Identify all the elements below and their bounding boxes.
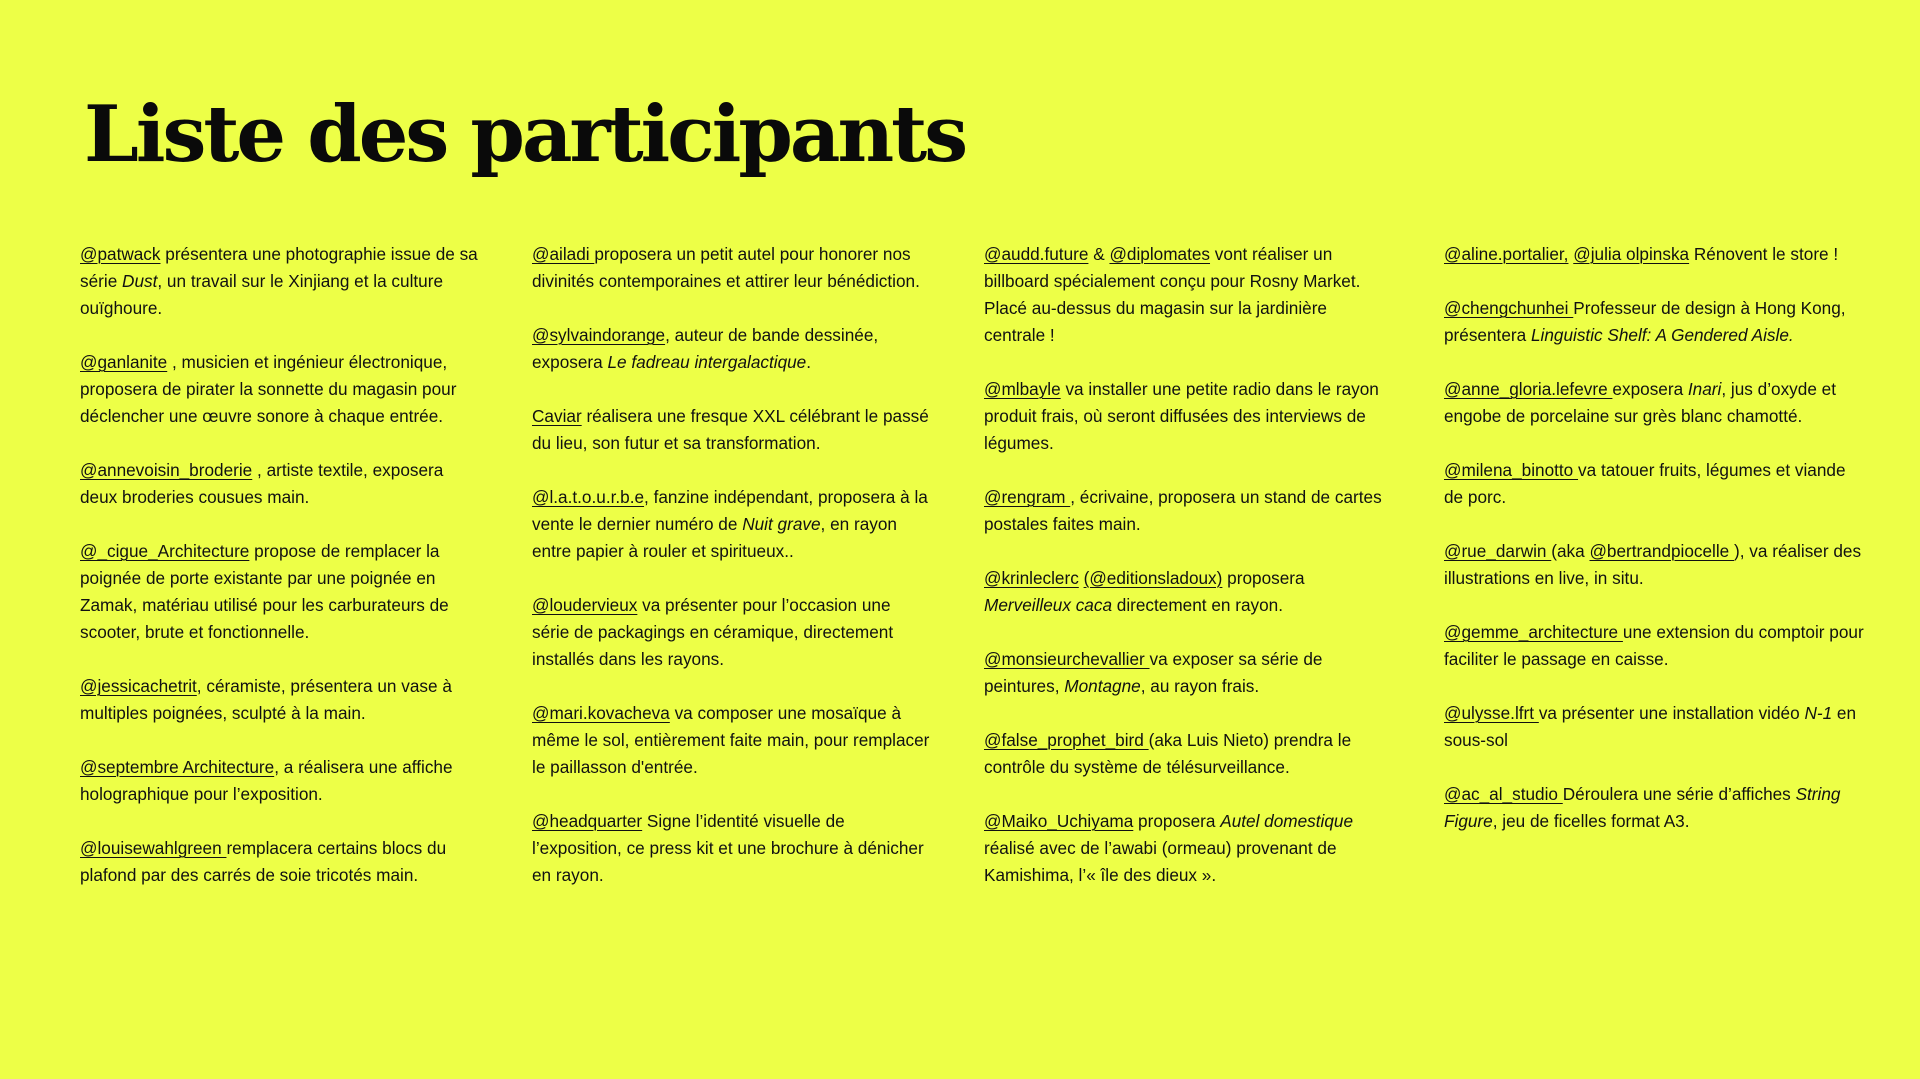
- participant-description: Merveilleux caca: [984, 595, 1112, 615]
- participant-entry: [984, 646, 1384, 700]
- participant-description: va présenter une installation vidéo: [1538, 703, 1805, 723]
- participant-entry: [532, 592, 932, 673]
- participant-handle: @audd.future: [984, 244, 1089, 264]
- participant-description: Déroulera une série d’affiches: [1562, 784, 1796, 804]
- participant-description: propose de remplacer la poignée de porte existante par une poignée en Zamak, matériau utilisé pour les carburateurs de scooter, brute et fonctionnelle.: [80, 541, 449, 642]
- participant-description: Signe l’identité visuelle de l’exposition, ce press kit et une brochure à dénicher en rayon.: [532, 811, 924, 885]
- participant-description: , un travail sur le Xinjiang et la culture ouïghoure.: [80, 271, 444, 318]
- participant-description: Dust: [122, 271, 158, 291]
- participant-handle: @headquarter: [532, 811, 643, 831]
- participant-entry: [1444, 241, 1864, 268]
- participant-handle: (@editionsladoux): [1083, 568, 1223, 588]
- participant-handle: @rue_darwin: [1444, 541, 1552, 561]
- participant-entry: [1444, 376, 1864, 430]
- participant-description: (aka Luis Nieto) prendra le contrôle du système de télésurveillance.: [984, 730, 1352, 777]
- participant-description: , écrivaine, proposera un stand de cartes postales faites main.: [984, 487, 1382, 534]
- participant-description: , fanzine indépendant, proposera à la vente le dernier numéro de: [532, 487, 928, 534]
- participant-description: proposera: [1222, 568, 1305, 588]
- participant-handle: @monsieurchevallier: [984, 649, 1150, 669]
- participant-handle: @bertrandpiocelle: [1589, 541, 1735, 561]
- participant-description: Rénovent le store !: [1689, 244, 1839, 264]
- participant-description: une extension du comptoir pour faciliter le passage en caisse.: [1444, 622, 1864, 669]
- participant-handle: @Maiko_Uchiyama: [984, 811, 1134, 831]
- participant-description: va exposer sa série de peintures,: [984, 649, 1323, 696]
- participant-description: proposera un petit autel pour honorer nos divinités contemporaines et attirer leur bénédiction.: [532, 244, 920, 291]
- participant-entry: [1444, 700, 1864, 754]
- participant-entry: [532, 241, 932, 295]
- participant-description: remplacera certains blocs du plafond par des carrés de soie tricotés main.: [80, 838, 447, 885]
- participant-entry: [80, 241, 480, 322]
- participant-description: réalisera une fresque XXL célébrant le passé du lieu, son futur et sa transformation.: [532, 406, 929, 453]
- participant-handle: @false_prophet_bird: [984, 730, 1149, 750]
- participant-description: va installer une petite radio dans le rayon produit frais, où seront diffusées des interviews de légumes.: [984, 379, 1379, 453]
- participant-handle: @krinleclerc: [984, 568, 1079, 588]
- page-title: Liste des participants: [84, 89, 966, 180]
- participant-handle: @mlbayle: [984, 379, 1061, 399]
- participant-handle: @_cigue_Architecture: [80, 541, 250, 561]
- participant-entry: [80, 457, 480, 511]
- participant-description: réalisé avec de l’awabi (ormeau) provenant de Kamishima, l’« île des dieux ».: [984, 838, 1337, 885]
- participant-handle: @ganlanite: [80, 352, 168, 372]
- participant-handle: @mari.kovacheva: [532, 703, 670, 723]
- participant-entry: [1444, 781, 1864, 835]
- participant-description: va présenter pour l’occasion une série de packagings en céramique, directement installés dans les rayons.: [532, 595, 894, 669]
- participant-handle: @ac_al_studio: [1444, 784, 1563, 804]
- participant-handle: @jessicachetrit: [80, 676, 197, 696]
- participant-entry: [532, 484, 932, 565]
- participant-handle: @loudervieux: [532, 595, 638, 615]
- participant-handle: @annevoisin_broderie: [80, 460, 253, 480]
- participant-entry: [984, 241, 1384, 349]
- participant-description: Montagne: [1064, 676, 1141, 696]
- participant-handle: Caviar: [532, 406, 582, 426]
- participant-handle: @sylvaindorange: [532, 325, 666, 345]
- participant-entry: [1444, 538, 1864, 592]
- participant-description: N-1: [1804, 703, 1833, 723]
- participants-column-2: [532, 241, 932, 916]
- participant-description: Professeur de design à Hong Kong, présentera: [1444, 298, 1846, 345]
- participant-entry: [80, 754, 480, 808]
- participant-entry: [80, 538, 480, 646]
- participant-handle: @ulysse.lfrt: [1444, 703, 1539, 723]
- participant-description: , jeu de ficelles format A3.: [1492, 811, 1690, 831]
- participant-description: , en rayon entre papier à rouler et spiritueux..: [532, 514, 897, 561]
- participants-column-1: [80, 241, 480, 916]
- participant-handle: @l.a.t.o.u.r.b.e: [532, 487, 645, 507]
- participant-description: , musicien et ingénieur électronique, proposera de pirater la sonnette du magasin pour déclencher une œuvre sonore à chaque entrée.: [80, 352, 457, 426]
- participant-description: (aka: [1551, 541, 1590, 561]
- participant-description: , au rayon frais.: [1140, 676, 1260, 696]
- participant-handle: @septembre Architecture: [80, 757, 275, 777]
- participant-entry: [984, 376, 1384, 457]
- participant-description: .: [806, 352, 812, 372]
- participant-handle: @ailadi: [532, 244, 595, 264]
- participant-handle: @julia olpinska: [1573, 244, 1690, 264]
- participant-entry: [984, 565, 1384, 619]
- participant-description: présentera une photographie issue de sa série: [80, 244, 478, 291]
- participant-entry: [1444, 619, 1864, 673]
- participant-handle: @anne_gloria.lefevre: [1444, 379, 1613, 399]
- participant-description: , artiste textile, exposera deux broderies cousues main.: [80, 460, 444, 507]
- participant-entry: [532, 322, 932, 376]
- participant-description: proposera: [1133, 811, 1221, 831]
- participant-description: Nuit grave: [742, 514, 821, 534]
- participant-entry: [80, 673, 480, 727]
- participant-description: &: [1088, 244, 1110, 264]
- participant-description: , auteur de bande dessinée, exposera: [532, 325, 879, 372]
- participant-handle: @patwack: [80, 244, 161, 264]
- participant-entry: [532, 700, 932, 781]
- participant-handle: @chengchunhei: [1444, 298, 1574, 318]
- participant-entry: [1444, 457, 1864, 511]
- participant-entry: [80, 835, 480, 889]
- participant-handle: @rengram: [984, 487, 1071, 507]
- participant-description: ), va réaliser des illustrations en live, in situ.: [1444, 541, 1862, 588]
- participant-description: Linguistic Shelf: A Gendered Aisle.: [1530, 325, 1794, 345]
- participant-entry: [1444, 295, 1864, 349]
- participant-handle: @gemme_architecture: [1444, 622, 1623, 642]
- participant-description: exposera: [1612, 379, 1688, 399]
- participant-handle: @aline.portalier,: [1444, 244, 1569, 264]
- participant-entry: [984, 808, 1384, 889]
- participants-column-4: [1444, 241, 1864, 862]
- participant-handle: @diplomates: [1109, 244, 1211, 264]
- participant-description: va composer une mosaïque à même le sol, entièrement faite main, pour remplacer le paillasson d'entrée.: [532, 703, 930, 777]
- participant-entry: [532, 403, 932, 457]
- participant-description: String Figure: [1444, 784, 1841, 831]
- participant-description: , a réalisera une affiche holographique pour l’exposition.: [80, 757, 453, 804]
- participant-description: Le fadreau intergalactique: [607, 352, 807, 372]
- participant-description: , jus d’oxyde et engobe de porcelaine sur grès blanc chamotté.: [1444, 379, 1836, 426]
- participant-description: Inari: [1687, 379, 1722, 399]
- participant-handle: @louisewahlgreen: [80, 838, 227, 858]
- participant-entry: [984, 727, 1384, 781]
- participant-description: vont réaliser un billboard spécialement conçu pour Rosny Market. Placé au-dessus du magasin sur la jardinière centrale !: [984, 244, 1361, 345]
- participant-entry: [80, 349, 480, 430]
- participant-entry: [532, 808, 932, 889]
- participants-column-3: [984, 241, 1384, 916]
- participant-description: Autel domestique: [1220, 811, 1354, 831]
- participant-description: va tatouer fruits, légumes et viande de porc.: [1444, 460, 1846, 507]
- participant-description: , céramiste, présentera un vase à multiples poignées, sculpté à la main.: [80, 676, 452, 723]
- participant-entry: [984, 484, 1384, 538]
- participant-description: en sous-sol: [1444, 703, 1857, 750]
- participant-handle: @milena_binotto: [1444, 460, 1579, 480]
- participant-description: directement en rayon.: [1112, 595, 1284, 615]
